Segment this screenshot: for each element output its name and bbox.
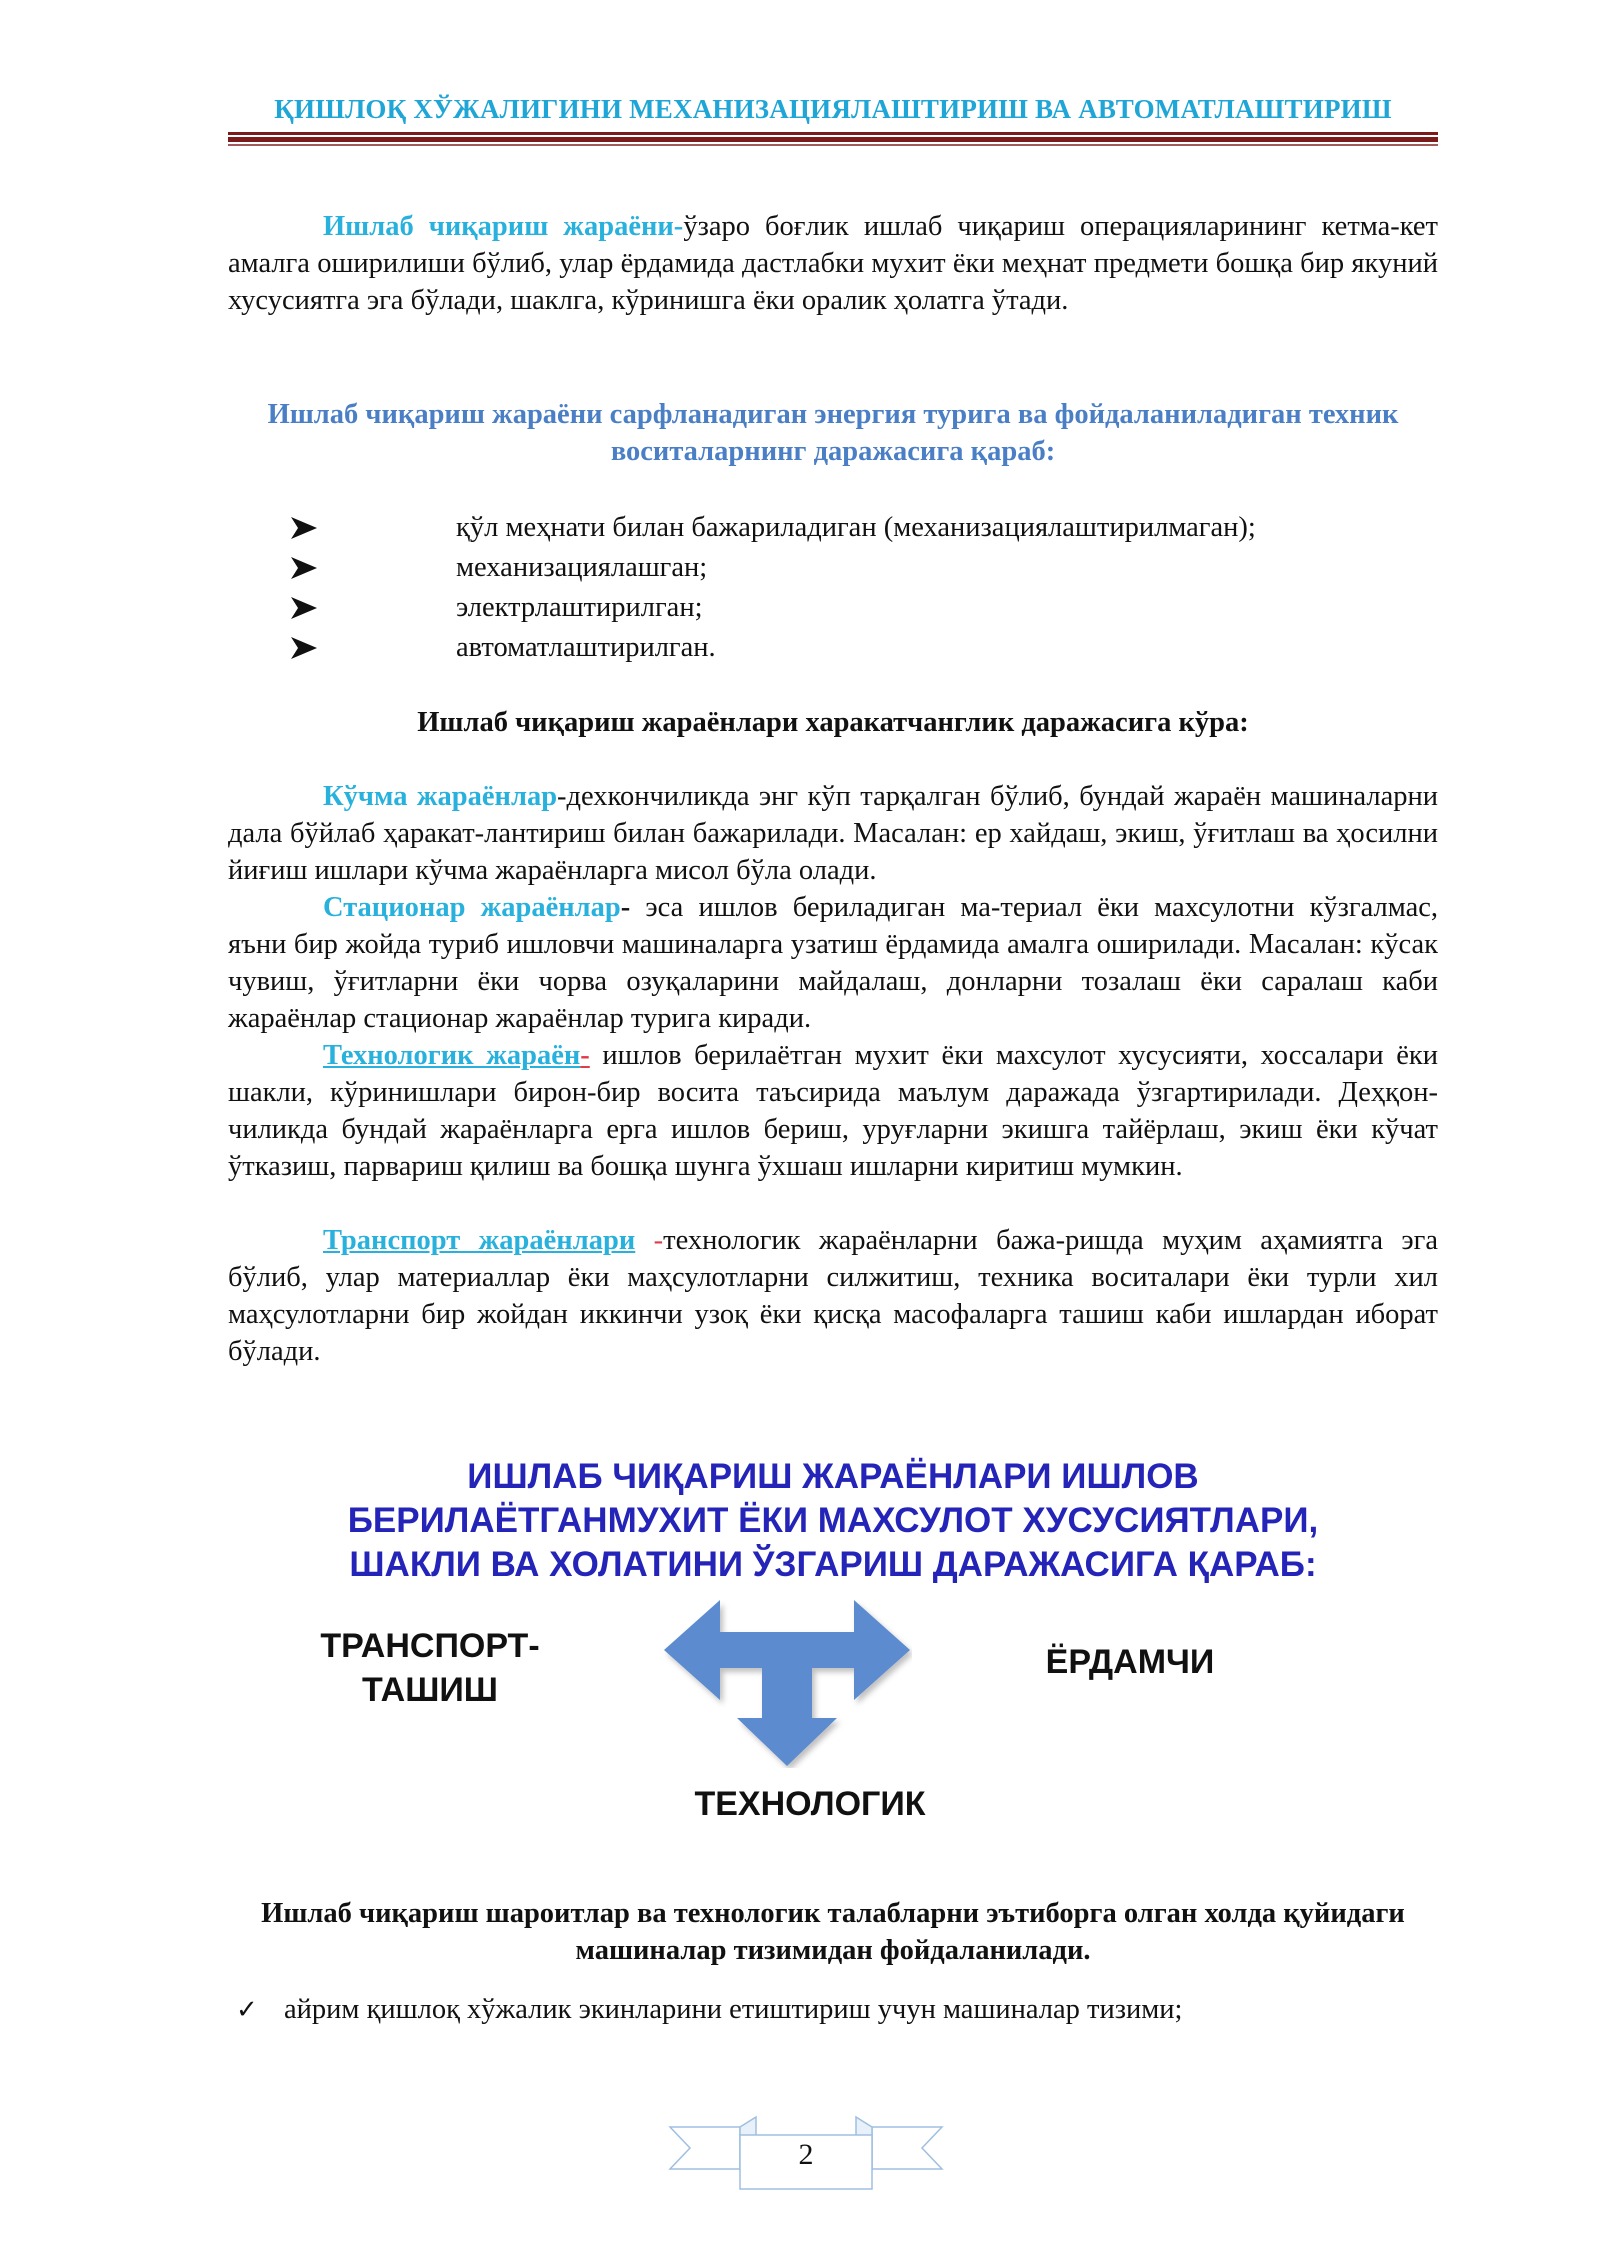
classification-heading: Ишлаб чиқариш жараёни сарфланадиган энергия турига ва фойдаланиладиган техник воситаларнинг даражасига қараб: [267, 399, 1399, 467]
diagram-title [228, 1455, 1438, 1587]
systems-list-item [236, 1990, 1182, 2030]
header-rule-bottom [228, 144, 1438, 146]
stationary-term: Стационар жараёнлар [323, 892, 621, 923]
stationary-process-paragraph [228, 889, 1438, 1037]
diagram-title-line: БЕРИЛАЁТГАНМУХИТ ЁКИ МАХСУЛОТ ХУСУСИЯТЛАРИ, [347, 1501, 1319, 1540]
checkmark-icon: ✓ [236, 1995, 258, 2025]
arrow-bullet-icon [290, 516, 318, 540]
technological-term: Технологик жараён [323, 1040, 581, 1071]
label-line: ТАШИШ [362, 1671, 498, 1709]
header-rule-top [228, 132, 1438, 135]
transport-process-paragraph [228, 1222, 1438, 1370]
transport-term: Транспорт жараёнлари [323, 1225, 636, 1256]
diagram-label-transport [280, 1624, 580, 1712]
list-item-text: автоматлаштирилган. [456, 632, 716, 663]
stationary-dash: - [620, 892, 631, 923]
stationary-text: эса ишлов бериладиган ма-териал ёки махсулотни кўзгалмас, яъни бир жойда туриб ишловчи машиналарга узатиш ёрдамида амалга оширилади. Масалан: кўсак чувиш, ўғитларни ёки чорва озуқаларини майдалаш, донларни тозалаш ёки саралаш каби жараёнлар стационар жараёнлар турига киради. [228, 892, 1439, 1034]
list-item-text: электрлаштирилган; [456, 592, 703, 623]
label-line: ТРАНСПОРТ- [320, 1627, 540, 1665]
diagram-title-line: ИШЛАБ ЧИҚАРИШ ЖАРАЁНЛАРИ ИШЛОВ [467, 1457, 1199, 1496]
systems-heading: Ишлаб чиқариш шароитлар ва технологик талабларни эътиборга олган холда қуйидаги машиналар тизимидан фойдаланилади. [261, 1898, 1405, 1966]
page-number: 2 [798, 2138, 814, 2171]
intro-paragraph [228, 208, 1438, 319]
mobile-process-paragraph [228, 778, 1438, 889]
diagram-label-technological: ТЕХНОЛОГИК [694, 1785, 926, 1823]
technological-text: ишлов берилаётган мухит ёки махсулот хусусияти, хоссалари ёки шакли, кўринишлари бирон-бир восита таъсирида маълум даражада ўзгартирилади. Деҳқон-чиликда бундай жараёнларга ерга ишлов бериш, уруғларни экишга тайёрлаш, экиш ёки кўчат ўтказиш, парвариш қилиш ва бошқа шунга ўхшаш ишларни киритиш мумкин. [228, 1040, 1438, 1182]
intro-term: Ишлаб чиқариш жараёни- [323, 211, 684, 242]
diagram-label-auxiliary: ЁРДАМЧИ [1045, 1643, 1215, 1681]
intro-text: ўзаро боғлик ишлаб чиқариш операцияларининг кетма-кет амалга оширилиши бўлиб, улар ёрдамида дастлабки мухит ёки меҳнат предмети бошқа бир якуний хусусиятга эга бўлади, шаклга, кўринишга ёки оралик ҳолатга ўтади. [228, 211, 1438, 316]
page-header-title: ҚИШЛОҚ ХЎЖАЛИГИНИ МЕХАНИЗАЦИЯЛАШТИРИШ ВА АВТОМАТЛАШТИРИШ [274, 94, 1392, 124]
technological-process-paragraph [228, 1037, 1438, 1185]
list-item-text: қўл меҳнати билан бажариладиган (механизациялаштирилмаган); [456, 512, 1256, 543]
transport-text: технологик жараёнларни бажа-ришда муҳим аҳамиятга эга бўлиб, улар материаллар ёки маҳсулотларни силжитиш, техника воситалари ёки турли хил маҳсулотларни бир жойдан иккинчи узоқ ёки қисқа масофаларга ташиш каби ишлардан иборат бўлади. [228, 1225, 1438, 1367]
mobile-term: Кўчма жараёнлар [323, 781, 558, 812]
arrow-bullet-icon [290, 596, 318, 620]
header-rule-middle [228, 137, 1438, 142]
systems-list-item-text: айрим қишлоқ хўжалик экинларини етиштириш учун машиналар тизими; [284, 1994, 1183, 2025]
list-item-text: механизациялашган; [456, 552, 708, 583]
arrow-bullet-icon [290, 636, 318, 660]
mobile-text: -дехкончиликда энг кўп тарқалган бўлиб, бундай жараён машиналарни дала бўйлаб ҳаракат-лантириш билан бажарилади. Масалан: ер хайдаш, экиш, ўғитлаш ва ҳосилни йиғиш ишлари кўчма жараёнларга мисол бўла олади. [228, 781, 1438, 886]
arrow-bullet-icon [290, 556, 318, 580]
t-shaped-arrow-icon [662, 1598, 912, 1768]
diagram-title-line: ШАКЛИ ВА ХОЛАТИНИ ЎЗГАРИШ ДАРАЖАСИГА ҚАРАБ: [349, 1545, 1317, 1584]
transport-dash: - [653, 1225, 664, 1256]
mobility-heading: Ишлаб чиқариш жараёнлари харакатчанглик даражасига кўра: [417, 707, 1249, 738]
t-arrow-shape [664, 1600, 910, 1766]
technological-dash: - [580, 1040, 590, 1071]
